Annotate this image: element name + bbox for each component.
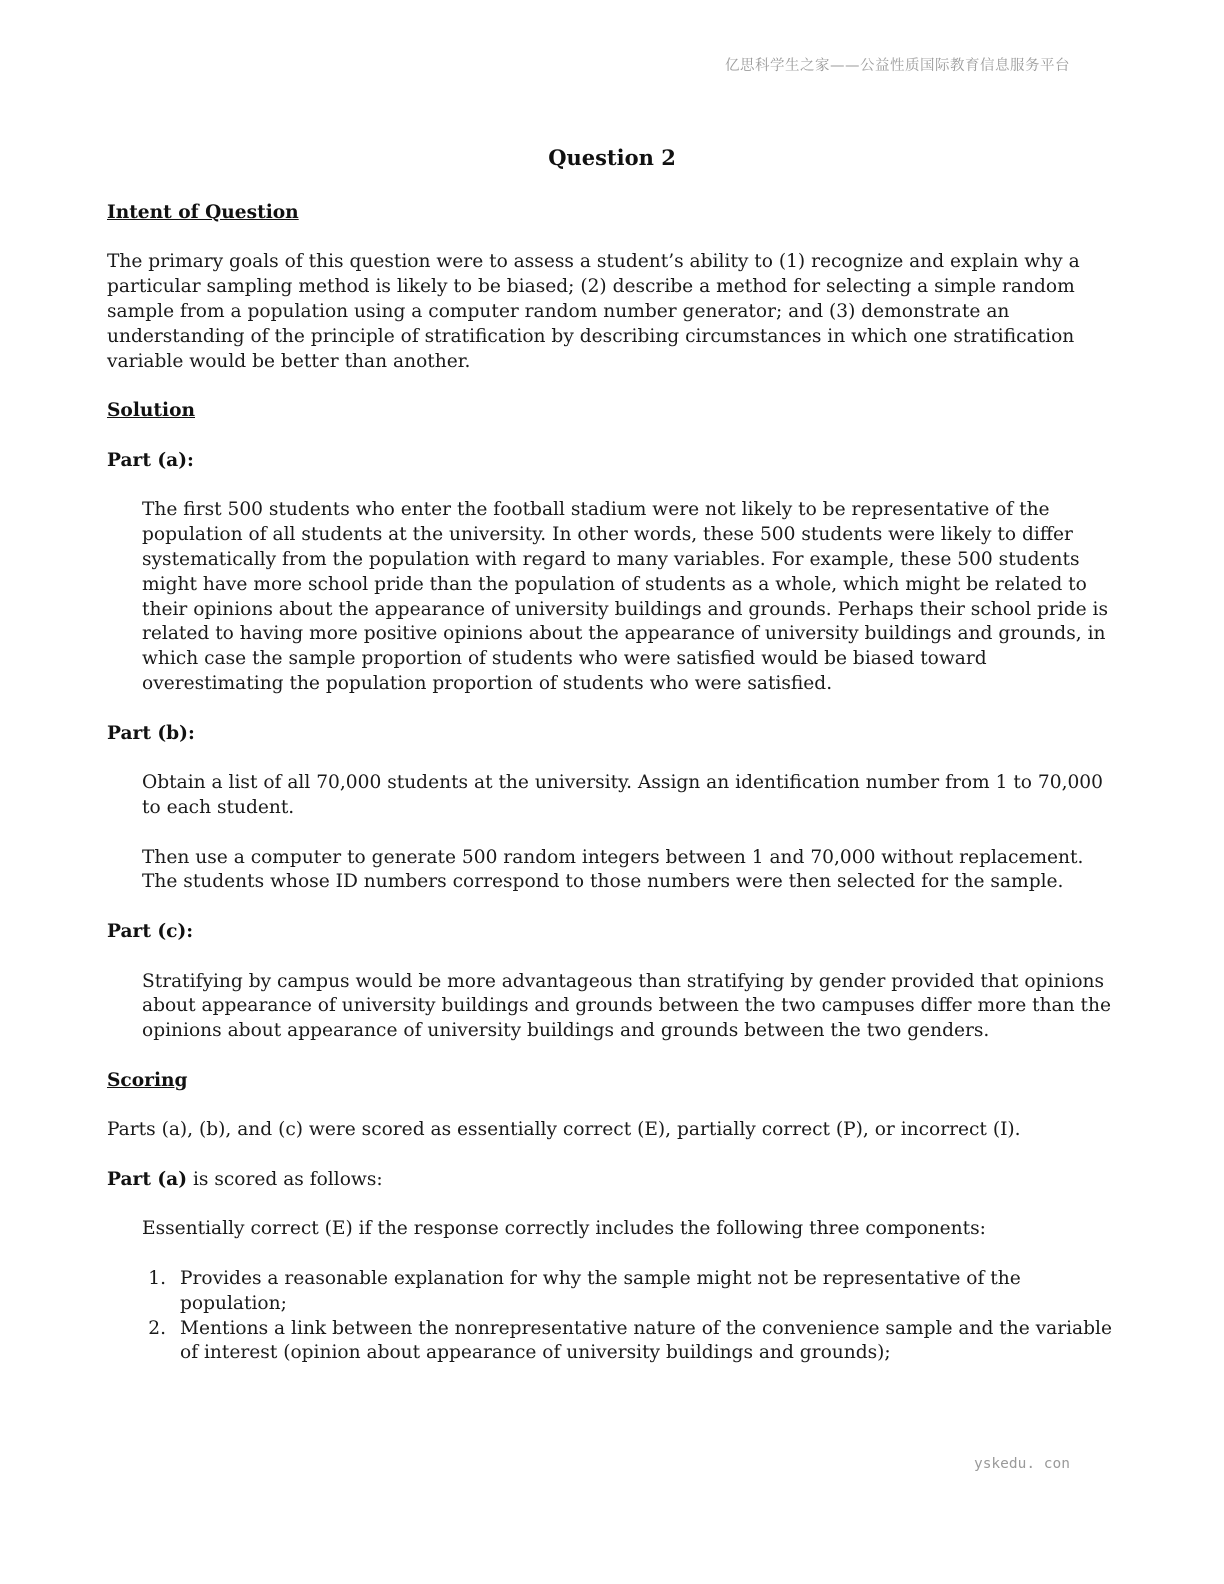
- part-c-heading: Part (c):: [107, 920, 194, 942]
- intent-paragraph: The primary goals of this question were to assess a student’s ability to (1) recognize and explain why a particular sampling method is likely to be biased; (2) describe a method for selecting a simple random sample from a population using a computer random number generator; and (3) demonstrate an understanding of the principle of stratification by describing circumstances in which one stratification variable would be better than another.: [107, 251, 1080, 372]
- components-list: [142, 1267, 1117, 1366]
- scoring-part-a-line: [107, 1168, 1117, 1193]
- list-item-number: 1.: [148, 1268, 166, 1290]
- scoring-part-a-label: Part (a): [107, 1168, 188, 1190]
- part-b-paragraph-1: Obtain a list of all 70,000 students at the university. Assign an identification number from 1 to 70,000 to each student.: [142, 772, 1103, 818]
- header-watermark: 亿思科学生之家——公益性质国际教育信息服务平台: [725, 58, 1070, 74]
- part-b-paragraph-2: Then use a computer to generate 500 random integers between 1 and 70,000 without replacement. The students whose ID numbers correspond to those numbers were then selected for the sample.: [142, 846, 1084, 893]
- part-c-paragraph: Stratifying by campus would be more advantageous than stratifying by gender provided that opinions about appearance of university buildings and grounds between the two campuses differ more than the opinions about appearance of university buildings and grounds between the two genders.: [142, 970, 1111, 1042]
- intent-heading: Intent of Question: [107, 201, 299, 223]
- scoring-heading: Scoring: [107, 1069, 188, 1091]
- part-a-heading: Part (a):: [107, 449, 194, 471]
- part-a-paragraph: The first 500 students who enter the football stadium were not likely to be representative of the population of all students at the university. In other words, these 500 students were likely to differ systematically from the population with regard to many variables. For example, these 500 students might have more school pride than the population of students as a whole, which might be related to their opinions about the appearance of university buildings and grounds. Perhaps their school pride is related to having more positive opinions about the appearance of university buildings and grounds, in which case the sample proportion of students who were satisfied would be biased toward overestimating the population proportion of students who were satisfied.: [142, 499, 1109, 694]
- scoring-part-a-rest: is scored as follows:: [187, 1168, 383, 1190]
- list-item: [142, 1317, 1117, 1367]
- page-title: Question 2: [548, 145, 676, 170]
- list-item-text: Provides a reasonable explanation for why the sample might not be representative of the population;: [180, 1268, 1021, 1314]
- list-item-text: Mentions a link between the nonrepresentative nature of the convenience sample and the variable of interest (opinion about appearance of university buildings and grounds);: [180, 1317, 1112, 1364]
- solution-heading: Solution: [107, 400, 195, 422]
- list-item-number: 2.: [148, 1317, 166, 1339]
- footer-watermark: yskedu. con: [973, 1456, 1070, 1472]
- list-item: [142, 1267, 1117, 1317]
- part-b-heading: Part (b):: [107, 722, 195, 744]
- essentially-correct-paragraph: Essentially correct (E) if the response correctly includes the following three components:: [142, 1218, 986, 1240]
- document-content: [107, 140, 1117, 1366]
- scoring-paragraph: Parts (a), (b), and (c) were scored as essentially correct (E), partially correct (P), or incorrect (I).: [107, 1119, 1021, 1141]
